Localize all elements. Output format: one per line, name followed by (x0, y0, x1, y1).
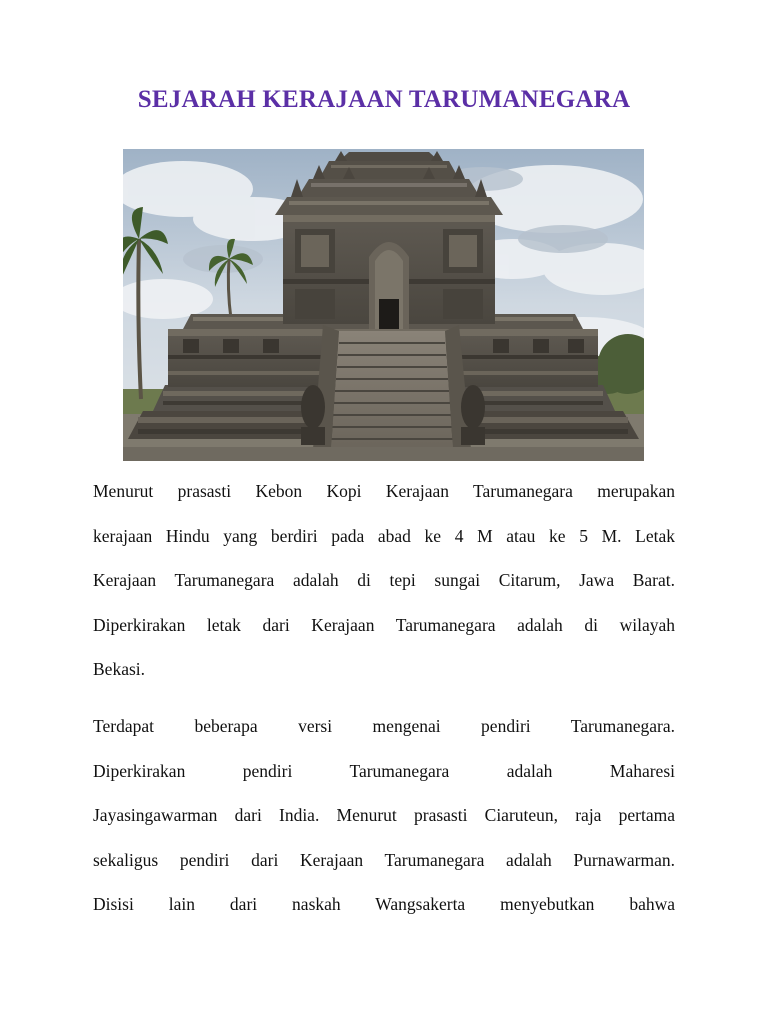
paragraph-2-line: Diperkirakan pendiri Tarumanegara adalah Maharesi (93, 760, 675, 781)
temple-photo (123, 149, 644, 461)
paragraph-1-line: kerajaan Hindu yang berdiri pada abad ke 4 M atau ke 5 M. Letak (93, 525, 675, 546)
paragraph-2-line: sekaligus pendiri dari Kerajaan Tarumanegara adalah Purnawarman. (93, 849, 675, 870)
paragraph-2-line: Terdapat beberapa versi mengenai pendiri Tarumanegara. (93, 716, 675, 736)
paragraph-2-line: Jayasingawarman dari India. Menurut prasasti Ciaruteun, raja pertama (93, 805, 675, 825)
page-title: SEJARAH KERAJAAN TARUMANEGARA (137, 86, 631, 113)
paragraph-1 (93, 469, 675, 692)
paragraph-1-line: Diperkirakan letak dari Kerajaan Tarumanegara adalah di wilayah (93, 614, 675, 635)
paragraph-2 (93, 704, 675, 927)
paragraph-2-line: Disisi lain dari naskah Wangsakerta menyebutkan bahwa (93, 894, 675, 914)
temple-illustration (123, 149, 644, 461)
paragraph-1-line: Bekasi. (93, 659, 146, 679)
paragraph-1-line: Kerajaan Tarumanegara adalah di tepi sungai Citarum, Jawa Barat. (93, 570, 675, 590)
paragraph-1-line: Menurut prasasti Kebon Kopi Kerajaan Tarumanegara merupakan (93, 481, 675, 501)
